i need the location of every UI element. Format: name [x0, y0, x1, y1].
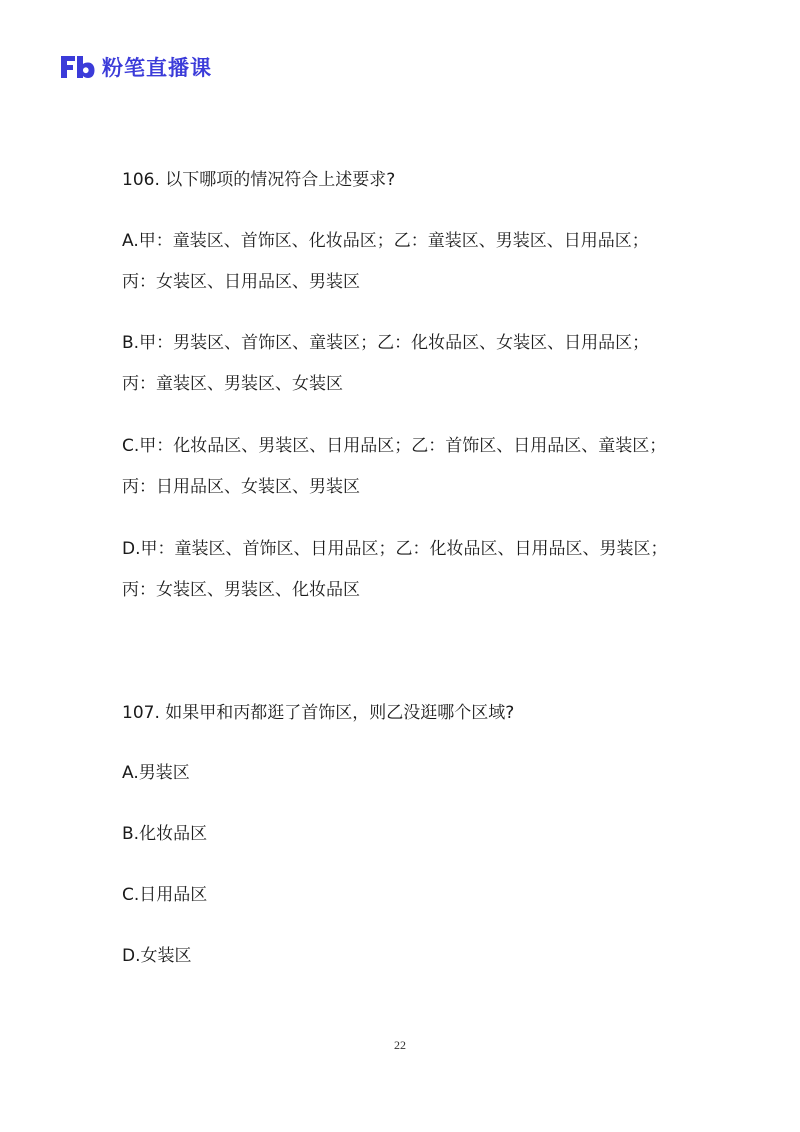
- question-107-title: 107. 如果甲和丙都逛了首饰区，则乙没逛哪个区域?: [122, 703, 515, 723]
- fenbi-logo-icon: [58, 52, 96, 82]
- question-107-option-a: A.男装区: [122, 763, 190, 783]
- question-106-option-a-line1: A.甲：童装区、首饰区、化妆品区；乙：童装区、男装区、日用品区；: [122, 231, 649, 251]
- question-106-option-c-line2: 丙：日用品区、女装区、男装区: [122, 477, 360, 497]
- question-106-title: 106. 以下哪项的情况符合上述要求?: [122, 170, 396, 190]
- brand-name: 粉笔直播课: [102, 56, 212, 80]
- question-106-option-a-line2: 丙：女装区、日用品区、男装区: [122, 272, 360, 292]
- question-106-option-c-line1: C.甲：化妆品区、男装区、日用品区；乙：首饰区、日用品区、童装区；: [122, 436, 667, 456]
- page-number: 22: [394, 1038, 406, 1052]
- question-106-option-d-line2: 丙：女装区、男装区、化妆品区: [122, 580, 360, 600]
- question-106-option-b-line2: 丙：童装区、男装区、女装区: [122, 374, 343, 394]
- question-107-option-d: D.女装区: [122, 946, 192, 966]
- question-106-option-b-line1: B.甲：男装区、首饰区、童装区；乙：化妆品区、女装区、日用品区；: [122, 333, 650, 353]
- question-107-option-b: B.化妆品区: [122, 824, 208, 844]
- brand-header: [58, 52, 212, 82]
- question-107-option-c: C.日用品区: [122, 885, 208, 905]
- question-106-option-d-line1: D.甲：童装区、首饰区、日用品区；乙：化妆品区、日用品区、男装区；: [122, 539, 668, 559]
